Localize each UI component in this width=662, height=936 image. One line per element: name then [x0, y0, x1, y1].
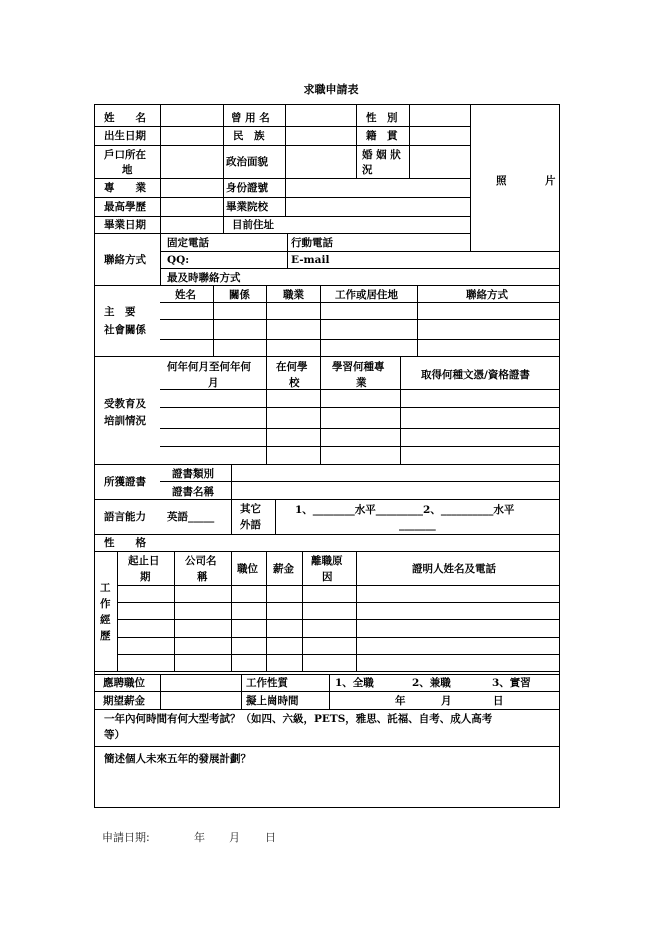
label-relations-2: 社會關係	[104, 324, 146, 336]
header-work-company-2: 稱	[197, 571, 208, 583]
label-fastest-contact: 最及時聯絡方式	[167, 272, 241, 284]
option-part-time: 2、兼職	[412, 677, 451, 689]
footer-year: 年	[194, 831, 205, 844]
header-work-position: 職位	[237, 563, 258, 575]
label-work-1: 工	[100, 582, 111, 594]
label-personality: 性 格	[104, 537, 146, 549]
photo-placeholder: 照 片	[496, 175, 570, 187]
label-work-4: 歷	[100, 630, 111, 642]
plan-question: 簡述個人未來五年的發展計劃？	[104, 753, 251, 765]
label-email: E-mail	[291, 254, 330, 266]
label-work-2: 作	[100, 598, 111, 610]
exam-question-2: 等）	[104, 729, 125, 741]
label-education: 最高學歷	[104, 201, 146, 213]
label-political: 政治面貌	[226, 156, 268, 168]
header-edu-major-2: 業	[356, 377, 367, 389]
label-relations: 主 要	[104, 306, 136, 318]
label-major: 專 業	[104, 182, 146, 194]
label-name: 姓 名	[104, 112, 146, 124]
label-education-training: 受教育及	[104, 398, 146, 410]
option-full-time: 1、全職	[335, 677, 374, 689]
label-grad-date: 畢業日期	[104, 219, 146, 231]
start-day: 日	[493, 695, 504, 707]
footer-day: 日	[265, 831, 276, 844]
header-edu-major: 學習何種專	[332, 361, 385, 373]
start-year: 年	[395, 695, 406, 707]
label-expected-salary: 期望薪金	[103, 695, 145, 707]
label-education-training-2: 培訓情況	[104, 415, 146, 427]
label-apply-position: 應聘職位	[103, 677, 145, 689]
label-job-nature: 工作性質	[246, 677, 288, 689]
label-certificates: 所獲證書	[104, 476, 146, 488]
label-ethnicity: 民 族	[233, 130, 265, 142]
option-intern: 3、實習	[492, 677, 531, 689]
header-work-salary: 薪金	[273, 563, 294, 575]
footer-date-label: 申請日期:	[102, 831, 150, 844]
label-hukou-2: 地	[122, 164, 133, 176]
label-landline: 固定電話	[167, 237, 209, 249]
header-work-reason: 離職原	[311, 555, 343, 567]
label-native-place: 籍 貫	[366, 130, 398, 142]
label-qq: QQ:	[167, 254, 190, 266]
label-birth-date: 出生日期	[104, 130, 146, 142]
label-work-3: 經	[100, 614, 111, 626]
form-table	[94, 104, 560, 808]
label-marital-2: 況	[362, 164, 373, 176]
label-id-no: 身份證號	[226, 182, 268, 194]
label-other-language: 其它	[240, 503, 261, 515]
header-work-period-2: 期	[140, 571, 151, 583]
header-rel-contact: 聯絡方式	[466, 289, 508, 301]
label-english: 英語_____	[167, 511, 215, 523]
label-contact: 聯絡方式	[104, 254, 146, 266]
label-school: 畢業院校	[226, 201, 268, 213]
header-work-reference: 證明人姓名及電話	[412, 563, 496, 575]
label-start-time: 擬上崗時間	[246, 695, 299, 707]
language-levels-2: _______	[399, 519, 436, 531]
header-rel-occupation: 職業	[283, 289, 304, 301]
header-edu-period: 何年何月至何年何	[167, 361, 251, 373]
label-language: 語言能力	[104, 511, 146, 523]
header-rel-location: 工作或居住地	[335, 289, 398, 301]
label-address: 目前住址	[232, 219, 274, 231]
exam-question: 一年內何時間有何大型考試？（如四、六級，PETS，雅思、託福、自考、成人高考	[104, 713, 493, 725]
header-work-company: 公司名	[185, 555, 217, 567]
header-edu-school: 在何學	[276, 361, 308, 373]
form-title: 求職申請表	[303, 83, 359, 96]
label-mobile: 行動電話	[291, 237, 333, 249]
label-other-language-2: 外語	[240, 519, 261, 531]
header-work-reason-2: 因	[322, 571, 333, 583]
label-cert-type: 證書類別	[172, 468, 214, 480]
header-rel-name: 姓名	[175, 289, 196, 301]
header-edu-cert: 取得何種文憑/資格證書	[421, 369, 530, 381]
footer-month: 月	[229, 831, 240, 844]
header-edu-school-2: 校	[289, 377, 300, 389]
header-edu-period-2: 月	[208, 377, 219, 389]
start-month: 月	[441, 695, 452, 707]
label-marital: 婚 姻 狀	[362, 149, 401, 161]
label-cert-name: 證書名稱	[172, 486, 214, 498]
label-former-name: 曾 用 名	[231, 112, 270, 124]
label-hukou: 戶口所在	[104, 149, 146, 161]
header-work-period: 起止日	[128, 555, 160, 567]
label-gender: 性 別	[366, 112, 398, 124]
header-rel-relation: 關係	[229, 289, 250, 301]
language-levels: 1、________水平_________2、__________水平	[295, 504, 515, 516]
